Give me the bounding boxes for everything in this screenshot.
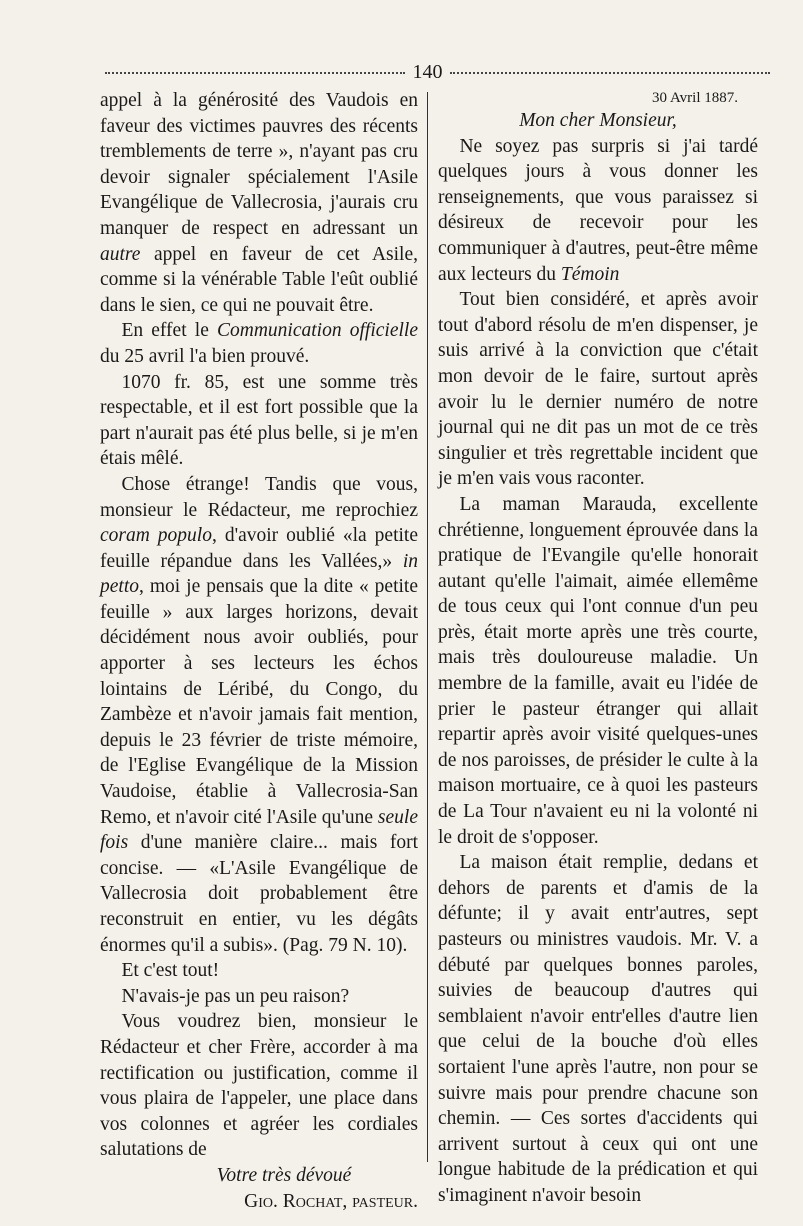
text-run: Ne soyez pas surpris si j'ai tardé quelques jours à vous donner les renseignements, que vous paraissez si désireux de recevoir pour les communiquer à d'autres, peut-être même aux lecteurs du <box>438 135 758 285</box>
paragraph: Vous voudrez bien, monsieur le Rédacteur et cher Frère, accorder à ma rectification ou justification, comme il vous plaira de l'appeler, une place dans vos colonnes et agréer les cordiales salutations de <box>100 1011 418 1161</box>
paragraph: Tout bien considéré, et après avoir tout d'abord résolu de m'en dispenser, je suis arrivé à la conviction que c'était mon devoir de le faire, surtout après avoir lu le dernier numéro de notre journal qui ne dit pas un mot de ce très singulier et très regrettable incident que je m'en vais vous raconter. <box>438 289 758 490</box>
signature: Gio. Rochat, pasteur. <box>244 1190 418 1212</box>
paragraph <box>100 472 418 958</box>
italic-text: coram populo <box>100 525 212 547</box>
italic-text: autre <box>100 243 141 265</box>
salutation: Mon cher Monsieur, <box>519 110 677 131</box>
letter-date: 30 Avril 1887. <box>652 90 738 106</box>
right-column <box>438 88 758 1209</box>
italic-text: Témoin <box>560 263 620 285</box>
paragraph <box>100 318 418 369</box>
paragraph: Et c'est tout! <box>121 960 220 982</box>
paragraph: N'avais-je pas un peu raison? <box>121 985 350 1007</box>
page-number: 140 <box>412 61 443 83</box>
italic-text: seule fois <box>100 806 418 854</box>
italic-text: Communication officielle <box>217 320 418 342</box>
text-run: appel en faveur de cet Asile, comme si la vénérable Table l'eût oublié dans le sien, ce qui ne pouvait être. <box>100 243 418 316</box>
paragraph <box>100 88 418 318</box>
column-divider <box>427 92 428 1162</box>
header-rule-left <box>105 72 405 74</box>
paragraph: La maman Marauda, excellente chrétienne, longuement éprouvée dans la pratique de l'Evangile qu'elle honorait autant qu'elle l'aimait, aimée ellemême de tous ceux qui l'ont connue d'un peu près, était morte après une très courte, mais très douloureuse maladie. Un membre de la famille, avait eu l'idée de prier le pasteur étranger qui allait repartir après avoir visité quelques-unes de nos paroisses, de présider le culte à la maison mortuaire, ce à quoi les pasteurs de La Tour n'avaient eu ni la volonté ni le droit de s'opposer. <box>438 493 758 848</box>
text-run: , moi je pensais que la dite « petite feuille » aux larges horizons, devait décidément nous avoir oubliés, pour apporter à ses lecteurs les échos lointains de Léribé, du Congo, du Zambèze et n'avoir jamais fait mention, depuis le 23 février de triste mémoire, de l'Eglise Evangélique de la Mission Vaudoise, établie à Vallecrosia-San Remo, et n'avoir cité l'Asile qu'une <box>100 576 418 828</box>
left-column <box>100 88 418 1214</box>
text-run: En effet le <box>121 320 218 342</box>
text-run: , d'avoir oublié «la petite feuille répandue dans les Vallées,» <box>100 525 418 572</box>
text-run: du 25 avril l'a bien prouvé. <box>100 345 310 367</box>
italic-text: in petto <box>100 550 418 598</box>
paragraph <box>438 134 758 288</box>
paragraph: 1070 fr. 85, est une somme très respectable, et il est fort possible que la part n'aurait pas été plus belle, si je m'en étais mêlé. <box>100 371 418 470</box>
text-run: Chose étrange! Tandis que vous, monsieur le Rédacteur, me reprochiez <box>100 473 418 521</box>
paragraph: La maison était remplie, dedans et dehors de parents et d'amis de la défunte; il y avait entr'autres, sept pasteurs ou ministres vaudois. Mr. V. a débuté par quelques bonnes paroles, suivies de beaucoup d'autres qui semblaient n'avoir entr'elles d'autre lien que celui de la bouche d'où elles sortaient l'une après l'autre, non pour se suivre mais pour prendre chacune son chemin. — Ces sortes d'accidents qui arrivent surtout à ceux qui ont une longue habitude de la prédication et qui s'imaginent n'avoir besoin <box>438 852 758 1206</box>
page-header <box>105 60 770 84</box>
text-run: appel à la générosité des Vaudois en faveur des victimes pauvres des récents tremblements de terre », n'ayant pas cru devoir signaler spécialement l'Asile Evangélique de Vallecrosia, j'aurais cru manquer de respect en adressant un <box>100 90 418 239</box>
text-run: d'une manière claire... mais fort concise. — «L'Asile Evangélique de Vallecrosia doit probablement être reconstruit en entier, vu les dégâts énormes qu'il a subis». (Pag. 79 N. 10). <box>100 832 418 956</box>
header-rule-right <box>450 72 770 74</box>
closing-line: Votre très dévoué <box>216 1164 352 1186</box>
